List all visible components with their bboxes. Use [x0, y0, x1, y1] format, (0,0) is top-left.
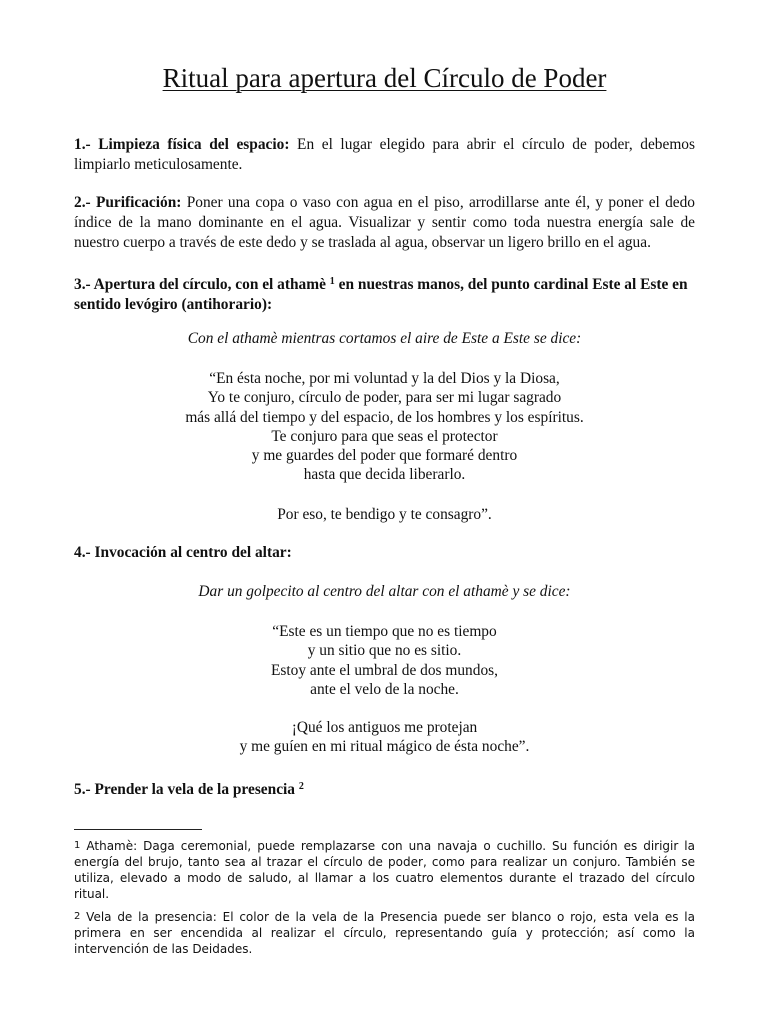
section-3-heading-a: 3.- Apertura del círculo, con el athamè — [74, 276, 326, 293]
verse-line: Estoy ante el umbral de dos mundos, — [271, 661, 498, 679]
footnote-ref-2: 2 — [298, 781, 304, 792]
verse-line: ¡Qué los antiguos me protejan — [291, 719, 478, 736]
section-5-heading — [74, 777, 695, 800]
section-5-heading-text: 5.- Prender la vela de la presencia — [74, 781, 295, 798]
section-2-heading: 2.- Purificación: — [74, 194, 182, 211]
section-4-heading — [74, 543, 695, 563]
verse-line: y me guíen en mi ritual mágico de ésta noche”. — [239, 738, 530, 756]
verse-line: y me guardes del poder que formaré dentro — [251, 447, 518, 465]
footnote-number: 1 — [74, 840, 81, 851]
section-4-verse — [74, 622, 695, 699]
section-3-closing: Por eso, te bendigo y te consagro”. — [277, 506, 492, 523]
verse-line: Te conjuro para que seas el protector — [271, 427, 498, 445]
verse-line: ante el velo de la noche. — [310, 680, 459, 698]
section-1-heading: 1.- Limpieza física del espacio: — [74, 136, 290, 153]
section-4-instruction: Dar un golpecito al centro del altar con el athamè y se dice: — [198, 583, 571, 600]
section-1 — [74, 135, 695, 175]
section-4-heading-text: 4.- Invocación al centro del altar: — [74, 544, 292, 561]
section-1-text: En el lugar elegido para abrir el círculo de poder, debemos limpiarlo meticulosamente. — [74, 136, 695, 173]
footnote-2 — [74, 909, 695, 957]
section-2-text: Poner una copa o vaso con agua en el piso, arrodillarse ante él, y poner el dedo índice de la mano dominante en el agua. Visualizar y sentir como toda nuestra energía sale de nuestro cuerpo a través de este dedo y se traslada al agua, observar un ligero brillo en el agua. — [74, 194, 695, 251]
section-3-verse — [74, 369, 695, 485]
section-3-instruction: Con el athamè mientras cortamos el aire de Este a Este se dice: — [187, 330, 582, 347]
verse-line: más allá del tiempo y del espacio, de los hombres y los espíritus. — [185, 408, 584, 426]
footnote-1 — [74, 838, 695, 902]
footnote-divider — [74, 829, 202, 830]
verse-line: hasta que decida liberarlo. — [303, 466, 466, 484]
verse-line: “En ésta noche, por mi voluntad y la del Dios y la Diosa, — [209, 370, 560, 387]
section-4-closing — [74, 718, 695, 757]
footnote-ref-1: 1 — [329, 276, 335, 287]
footnote-number: 2 — [74, 911, 81, 922]
verse-line: y un sitio que no es sitio. — [307, 642, 462, 660]
section-3-heading — [74, 272, 695, 315]
verse-line: Yo te conjuro, círculo de poder, para ser mi lugar sagrado — [207, 389, 562, 407]
footnote-text: Vela de la presencia: El color de la vela de la Presencia puede ser blanco o rojo, esta vela es la primera en ser encendida al realizar el círculo, representando guía y protección; así como la intervención de las Deidades. — [74, 910, 695, 956]
verse-line: “Este es un tiempo que no es tiempo — [272, 623, 497, 640]
section-3-heading-b: en nuestras manos, del punto cardinal Este al Este en sentido levógiro (antihorario): — [74, 276, 688, 313]
page-title: Ritual para apertura del Círculo de Poder — [162, 63, 607, 93]
footnote-text: Athamè: Daga ceremonial, puede remplazarse con una navaja o cuchillo. Su función es dirigir la energía del brujo, tanto sea al trazar el círculo de poder, como para realizar un conjuro. También se utiliza, elevado a modo de saludo, al llamar a los cuatro elementos durante el trazado del círculo ritual. — [74, 839, 695, 901]
section-2 — [74, 193, 695, 253]
